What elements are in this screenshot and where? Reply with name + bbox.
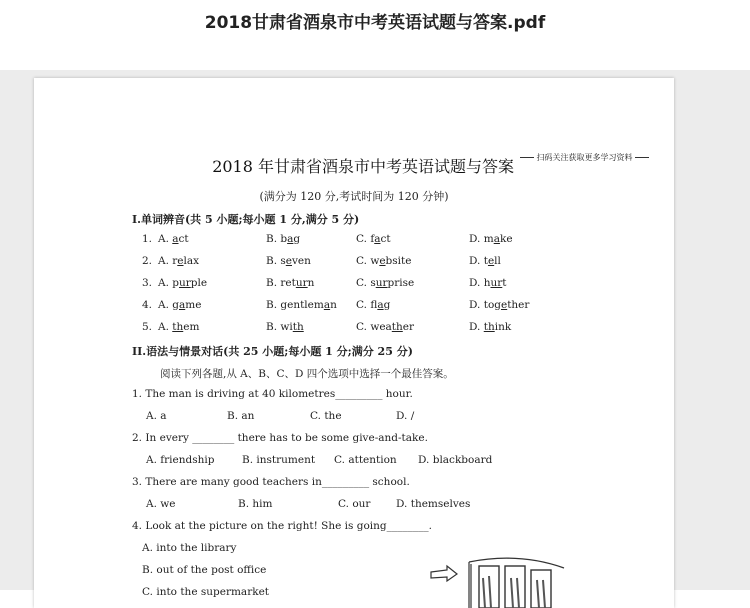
answer-option: B. out of the post office [142, 564, 267, 576]
shop-illustration [429, 548, 569, 608]
question-number: 3. [142, 277, 153, 289]
answer-option: A. friendship [146, 454, 215, 466]
word-option: C. weather [356, 321, 415, 333]
question-stem: 3. There are many good teachers in_________ school. [132, 476, 410, 488]
answer-option: C. into the supermarket [142, 586, 270, 598]
question-number: 1. [142, 233, 153, 245]
answer-option: A. a [146, 410, 167, 422]
side-note [520, 152, 660, 163]
answer-option: B. him [238, 498, 273, 510]
answer-option: C. our [338, 498, 371, 510]
question-number: 4. [142, 299, 153, 311]
section2-instruction: 阅读下列各题,从 A、B、C、D 四个选项中选择一个最佳答案。 [160, 368, 454, 380]
answer-option: D. / [396, 410, 415, 422]
viewer-header [0, 0, 750, 70]
answer-option: A. into the library [142, 542, 237, 554]
word-option: D. think [469, 321, 512, 333]
question-stem: 1. The man is driving at 40 kilometres_________ hour. [132, 388, 413, 400]
word-option: D. tell [469, 255, 501, 267]
word-option: A. relax [158, 255, 200, 267]
page-heading: 2018 年甘肃省酒泉市中考英语试题与答案 [212, 157, 514, 176]
word-option: B. with [266, 321, 304, 333]
word-option: A. game [158, 299, 202, 311]
word-option: C. website [356, 255, 412, 267]
word-option: A. them [158, 321, 200, 333]
word-option: A. purple [158, 277, 208, 289]
word-option: C. fact [356, 233, 391, 245]
question-stem: 4. Look at the picture on the right! She is going________. [132, 520, 432, 532]
dash-left [520, 157, 534, 158]
answer-option: C. attention [334, 454, 397, 466]
word-option: D. hurt [469, 277, 507, 289]
answer-option: B. an [227, 410, 255, 422]
file-title: 2018甘肃省酒泉市中考英语试题与答案.pdf [204, 13, 546, 33]
question-stem: 2. In every ________ there has to be some give-and-take. [132, 432, 428, 444]
answer-option: A. we [146, 498, 176, 510]
word-option: A. act [158, 233, 189, 245]
answer-option: C. the [310, 410, 342, 422]
answer-option: D. blackboard [418, 454, 493, 466]
section1-title: I.单词辨音(共 5 小题;每小题 1 分,满分 5 分) [132, 213, 360, 226]
question-number: 2. [142, 255, 153, 267]
question-number: 5. [142, 321, 153, 333]
pdf-page [34, 78, 674, 608]
answer-option: D. themselves [396, 498, 471, 510]
word-option: B. seven [266, 255, 311, 267]
word-option: C. surprise [356, 277, 415, 289]
answer-option: B. instrument [242, 454, 316, 466]
exam-subtitle: (满分为 120 分,考试时间为 120 分钟) [259, 190, 449, 203]
side-note-text: 扫码关注获取更多学习资料 [536, 153, 633, 162]
word-option: B. bag [266, 233, 301, 245]
word-option: B. return [266, 277, 315, 289]
word-option: D. together [469, 299, 530, 311]
dash-right [635, 157, 649, 158]
section2-title: II.语法与情景对话(共 25 小题;每小题 1 分;满分 25 分) [132, 345, 413, 358]
word-option: B. gentleman [266, 299, 337, 311]
word-option: D. make [469, 233, 513, 245]
document-viewer[interactable] [0, 70, 750, 598]
word-option: C. flag [356, 299, 391, 311]
